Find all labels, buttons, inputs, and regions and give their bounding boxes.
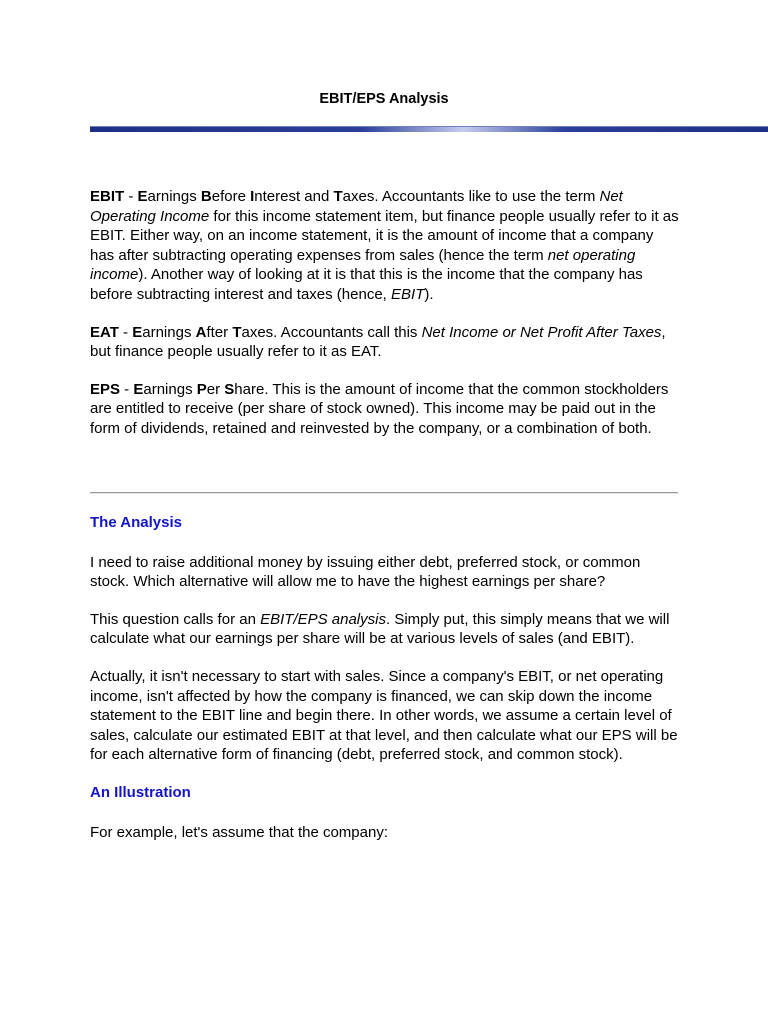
ebit-text-1: Accountants like to use the term (378, 188, 600, 205)
ebit-definition (90, 187, 680, 305)
ebit-letter-e: E (137, 188, 148, 205)
analysis-paragraph-2 (90, 610, 680, 649)
ebit-letter-i: I (250, 188, 255, 205)
eps-letter-p: P (196, 380, 207, 398)
analysis-section (90, 513, 680, 860)
section-divider (90, 492, 678, 494)
ebit-letter-t: T (333, 188, 343, 205)
ebit-text-3: ). Another way of looking at it is that this is the income that the company has before subtracting interest and taxes (hence, (90, 266, 643, 303)
eps-dash: - (120, 380, 134, 398)
eps-definition (90, 380, 680, 439)
ebit-italic-3: EBIT (391, 285, 425, 303)
eat-italic-1: Net Income or Net Profit After Taxes (421, 323, 662, 341)
ebit-text-2: for this income statement item, but finance people usually refer to it as EBIT. Either way, on an income statement, it is the amount of income that a company has after subtracting operating expenses from sales (hence the term (90, 207, 679, 264)
eat-word-1: arnings (142, 323, 196, 341)
eat-term: EAT (90, 323, 119, 341)
analysis-heading: The Analysis (90, 514, 182, 531)
ebit-italic-1: Net Operating Income (90, 188, 623, 225)
ebit-italic-2: net operating income (90, 246, 636, 284)
page-title: EBIT/EPS Analysis (319, 91, 449, 107)
eps-letter-e: E (133, 380, 144, 398)
eat-text-1: Accountants call this (277, 323, 422, 341)
analysis-p2-italic: EBIT/EPS analysis (260, 610, 386, 628)
illustration-heading: An Illustration (90, 783, 191, 801)
analysis-p2-text-b: . Simply put, this simply means that we will calculate what our earnings per share will be at various levels of sales (and EBIT). (90, 610, 670, 648)
eat-definition (90, 323, 680, 362)
eps-term: EPS (90, 380, 121, 398)
analysis-paragraph-1: I need to raise additional money by issuing either debt, preferred stock, or common stock. Which alternative will allow me to have the highest earnings per share? (90, 553, 641, 591)
ebit-dash: - (124, 188, 138, 205)
eat-letter-e: E (132, 323, 143, 341)
eps-letter-s: S (224, 380, 235, 398)
ebit-text-4: ). (424, 285, 434, 303)
eat-word-2: fter (206, 323, 233, 341)
eps-word-1: arnings (143, 380, 197, 398)
eat-word-3: axes. (241, 323, 278, 341)
ebit-word-2: efore (211, 188, 251, 205)
ebit-word-1: arnings (147, 188, 201, 205)
illustration-paragraph-1: For example, let's assume that the company: (90, 823, 389, 841)
ebit-letter-b: B (200, 188, 212, 205)
eps-word-2: er (206, 380, 225, 398)
definitions-section (90, 187, 680, 457)
eat-text-2: , but finance people usually refer to it as EAT. (90, 323, 666, 361)
title-divider (90, 126, 768, 132)
analysis-p2-text-a: This question calls for an (90, 610, 261, 628)
eat-dash: - (118, 323, 133, 341)
eps-text-1: This is the amount of income that the common stockholders are entitled to receive (per share of stock owned). This income may be paid out in the form of dividends, retained and reinvested by the company, or a combination of both. (90, 380, 669, 437)
eat-letter-t: T (232, 323, 242, 341)
ebit-term: EBIT (90, 188, 125, 205)
eps-word-3: hare. (234, 380, 269, 398)
analysis-paragraph-3: Actually, it isn't necessary to start with sales. Since a company's EBIT, or net operating income, isn't affected by how the company is financed, we can skip down the income statement to the EBIT line and begin there. In other words, we assume a certain level of sales, calculate our estimated EBIT at that level, and then calculate what our EPS will be for each alternative form of financing (debt, preferred stock, and common stock). (90, 667, 678, 764)
eat-letter-a: A (195, 323, 207, 341)
ebit-word-4: axes. (342, 188, 379, 205)
ebit-word-3: nterest and (254, 188, 334, 205)
